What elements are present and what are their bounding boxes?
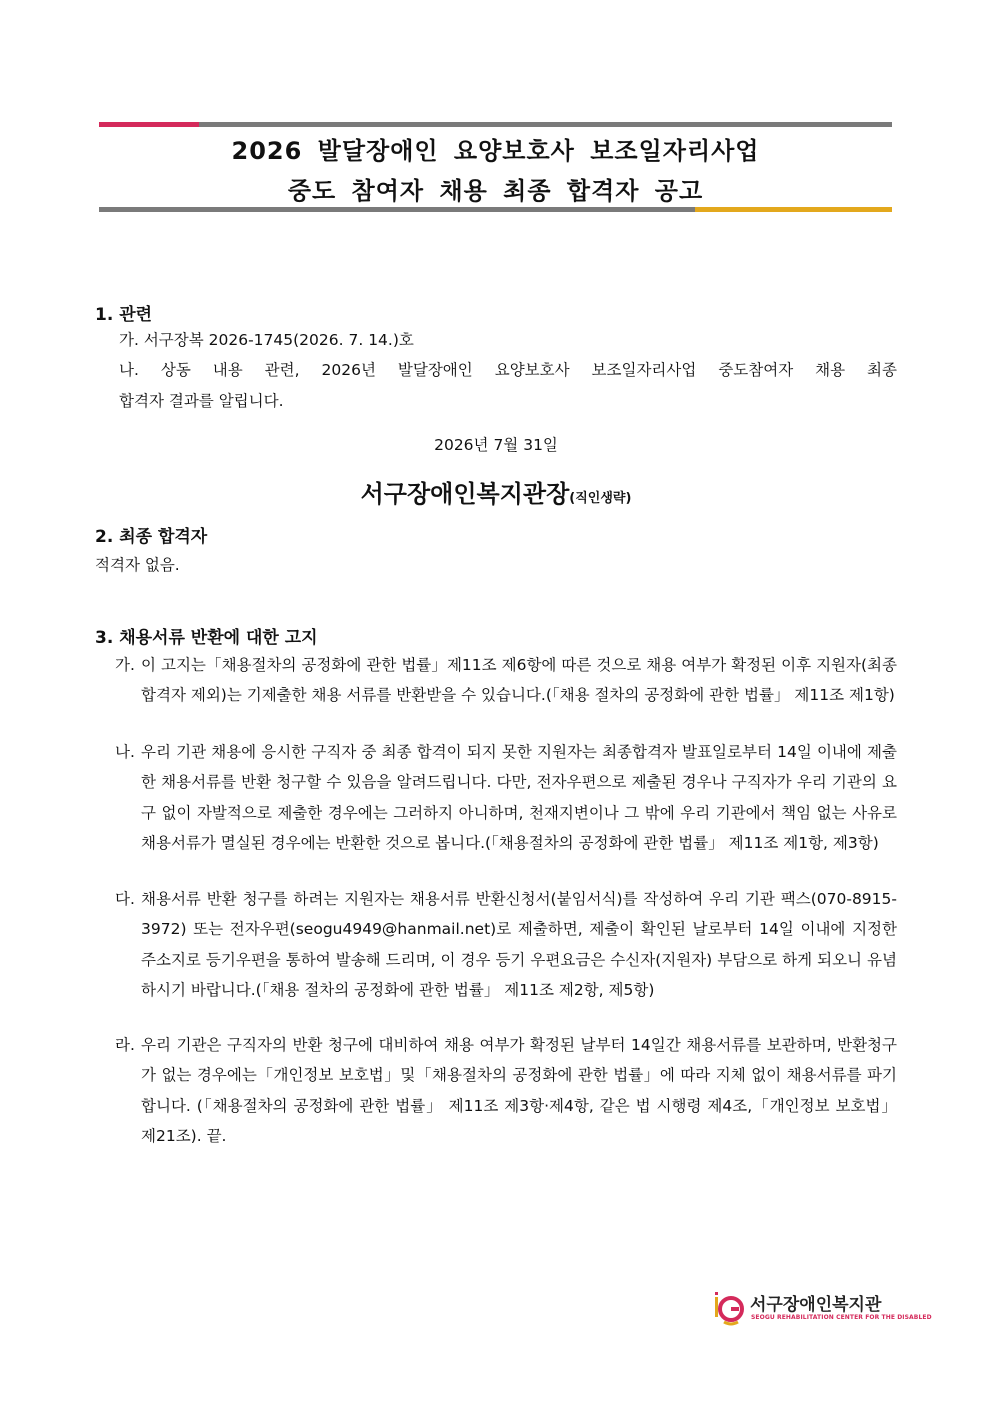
section2-body: 적격자 없음. bbox=[95, 556, 180, 574]
signer-name: 서구장애인복지관장 bbox=[360, 480, 570, 508]
document-title-line1: 2026 발달장애인 요양보호사 보조일자리사업 bbox=[231, 137, 760, 165]
logo-subtitle: SEOGU REHABILITATION CENTER FOR THE DISABLED bbox=[751, 1314, 932, 1321]
item-marker: 다. bbox=[115, 890, 135, 908]
section3-item-ra bbox=[115, 1030, 897, 1151]
item-text: 이 고지는「채용절차의 공정화에 관한 법률」제11조 제6항에 따른 것으로 채용 여부가 확정된 이후 지원자(최종합격자 제외)는 기제출한 채용 서류를 반환받을 수 있습니다.(「채용 절차의 공정화에 관한 법률」 제11조 제1항) bbox=[141, 656, 897, 705]
title-top-rule bbox=[99, 122, 892, 127]
item-text: 우리 기관 채용에 응시한 구직자 중 최종 합격이 되지 못한 지원자는 최종합격자 발표일로부터 14일 이내에 제출한 채용서류를 반환 청구할 수 있음을 알려드립니다. 다만, 전자우편으로 제출된 경우나 구직자가 우리 기관의 요구 없이 자발적으로 제출한 경우에는 그러하지 아니하며, 천재지변이나 그 밖에 우리 기관에서 책임 없는 사유로 채용서류가 멸실된 경우에는 반환한 것으로 봅니다.(「채용절차의 공정화에 관한 법률」 제11조 제1항, 제3항) bbox=[141, 743, 897, 852]
item-marker: 가. bbox=[115, 656, 135, 674]
section1-heading: 1. 관련 bbox=[95, 305, 153, 325]
item-text: 우리 기관은 구직자의 반환 청구에 대비하여 채용 여부가 확정된 날부터 14일간 채용서류를 보관하며, 반환청구가 없는 경우에는「개인정보 보호법」및「채용절차의 공정화에 관한 법률」에 따라 지체 없이 채용서류를 파기합니다. (「채용절차의 공정화에 관한 법률」 제11조 제3항·제4항, 같은 법 시행령 제4조,「개인정보 보호법」 제21조). 끝. bbox=[141, 1036, 897, 1145]
item-marker: 라. bbox=[115, 1036, 135, 1054]
section3-item-da bbox=[115, 884, 897, 1005]
organization-logo bbox=[712, 1286, 932, 1332]
item-marker: 나. bbox=[115, 743, 135, 761]
logo-name: 서구장애인복지관 bbox=[750, 1295, 882, 1315]
logo-emblem-icon bbox=[712, 1288, 746, 1326]
section3-heading: 3. 채용서류 반환에 대한 고지 bbox=[95, 628, 318, 648]
item-text: 채용서류 반환 청구를 하려는 지원자는 채용서류 반환신청서(붙임서식)를 작성하여 우리 기관 팩스(070-8915-3972) 또는 전자우편(seogu4949@hanmail.net)로 제출하면, 제출이 확인된 날로부터 14일 이내에 지정한 주소지로 등기우편을 통하여 발송해 드리며, 이 경우 등기 우편요금은 수신자(지원자) 부담으로 하게 되오니 유념하시기 바랍니다.(「채용 절차의 공정화에 관한 법률」 제11조 제2항, 제5항) bbox=[141, 890, 897, 999]
title-bottom-rule bbox=[99, 207, 892, 212]
signer-seal-note: (직인생략) bbox=[569, 491, 632, 506]
signer-block bbox=[0, 474, 992, 509]
announcement-date: 2026년 7월 31일 bbox=[434, 436, 558, 454]
document-title-line2: 중도 참여자 채용 최종 합격자 공고 bbox=[287, 177, 704, 205]
section1-item-na-line2: 합격자 결과를 알립니다. bbox=[119, 392, 284, 410]
section1-item-na-line1: 나. 상동 내용 관련, 2026년 발달장애인 요양보호사 보조일자리사업 중도참여자 채용 최종 bbox=[119, 361, 897, 379]
section2-heading: 2. 최종 합격자 bbox=[95, 527, 208, 547]
section1-item-ga: 가. 서구장복 2026-1745(2026. 7. 14.)호 bbox=[119, 331, 414, 349]
section3-item-na bbox=[115, 737, 897, 858]
section3-item-ga bbox=[115, 650, 897, 711]
